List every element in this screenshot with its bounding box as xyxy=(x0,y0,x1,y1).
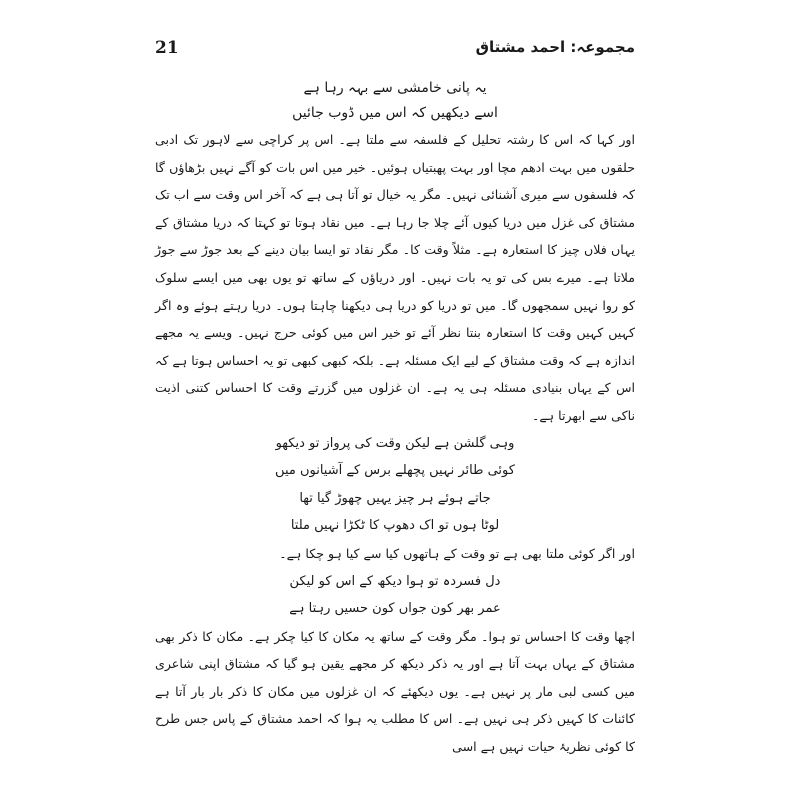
verse-line: عمر بھر کون جواں کون حسیں رہتا ہے xyxy=(289,601,501,617)
page-body xyxy=(155,76,635,788)
paragraph: اور کہا کہ اس کا رشتہ تحلیل کے فلسفہ سے ملتا ہے۔ اس پر کراچی سے لاہور تک ادبی حلقوں میں بہت ادھم مچا اور بہت پھبتیاں ہوئیں۔ خیر میں اس بات کو آگے نہیں بڑھاؤں گا کہ فلسفوں سے میری آشنائی نہیں۔ مگر یہ خیال تو آتا ہی ہے کہ آخر اس وقت سے اب تک مشتاق کی غزل میں دریا کیوں آئے چلا جا رہا ہے۔ میں نقاد ہوتا تو کہتا کہ دریا مشتاق کے یہاں فلاں چیز کا استعارہ ہے۔ مثلاً وقت کا۔ مگر نقاد تو ایسا بیان دینے کے بعد جوڑ سے جوڑ ملاتا ہے۔ میرے بس کی تو یہ بات نہیں۔ اور دریاؤں کے ساتھ تو یوں بھی میں ایسے سلوک کو روا نہیں سمجھوں گا۔ میں تو دریا کو دریا ہی دیکھنا چاہتا ہوں۔ دریا رہتے ہوئے وہ اگر کہیں کہیں وقت کا استعارہ بنتا نظر آئے تو خیر اس میں کوئی حرج نہیں۔ ویسے یہ مجھے اندازہ ہے کہ وقت مشتاق کے لیے ایک مسئلہ ہے۔ بلکہ کبھی کبھی تو یہ احساس ہوتا ہے کہ اس کے یہاں بنیادی مسئلہ ہی یہ ہے۔ ان غزلوں میں گزرتے وقت کا احساس کتنی اذیت ناکی سے ابھرتا ہے۔ xyxy=(155,132,635,423)
page-number: 21 xyxy=(155,38,179,58)
verse-line: دل فسردہ تو ہوا دیکھ کے اس کو لیکن xyxy=(289,573,501,589)
verse-line: اسے دیکھیں کہ اس میں ڈوب جائیں xyxy=(292,105,498,121)
book-page xyxy=(155,18,635,788)
paragraph: اور اگر کوئی ملتا بھی ہے تو وقت کے ہاتھوں کیا سے کیا ہو چکا ہے۔ xyxy=(279,545,635,561)
paragraph: اچھا وقت کا احساس تو ہوا۔ مگر وقت کے ساتھ یہ مکان کا کیا چکر ہے۔ مکان کا ذکر بھی مشتاق کے یہاں بہت آتا ہے اور یہ ذکر دیکھ کر مجھے یقین ہو گیا کہ مشتاق اپنی شاعری میں کسی لبی مار پر نہیں ہے۔ یوں دیکھئے کہ ان غزلوں میں مکان کا ذکر بار بار آتا ہے کائنات کا کہیں ذکر ہی نہیں ہے۔ اس کا مطلب یہ ہوا کہ احمد مشتاق کے پاس جس طرح کا کوئی نظریۂ حیات نہیں ہے اسی xyxy=(155,628,635,755)
verse-line: لوٹا ہوں تو اک دھوپ کا ٹکڑا نہیں ملتا xyxy=(290,518,500,534)
page-header xyxy=(155,38,635,66)
verse-line: یہ پانی خامشی سے بہہ رہا ہے xyxy=(303,80,487,96)
verse-line: کوئی طائر نہیں پچھلے برس کے آشیانوں میں xyxy=(275,463,515,479)
running-title: مجموعہ: احمد مشتاق xyxy=(475,38,635,56)
verse-line: وہی گلشن ہے لیکن وقت کی پرواز تو دیکھو xyxy=(275,435,515,451)
verse-line: جاتے ہوئے ہر چیز یہیں چھوڑ گیا تھا xyxy=(299,490,491,506)
